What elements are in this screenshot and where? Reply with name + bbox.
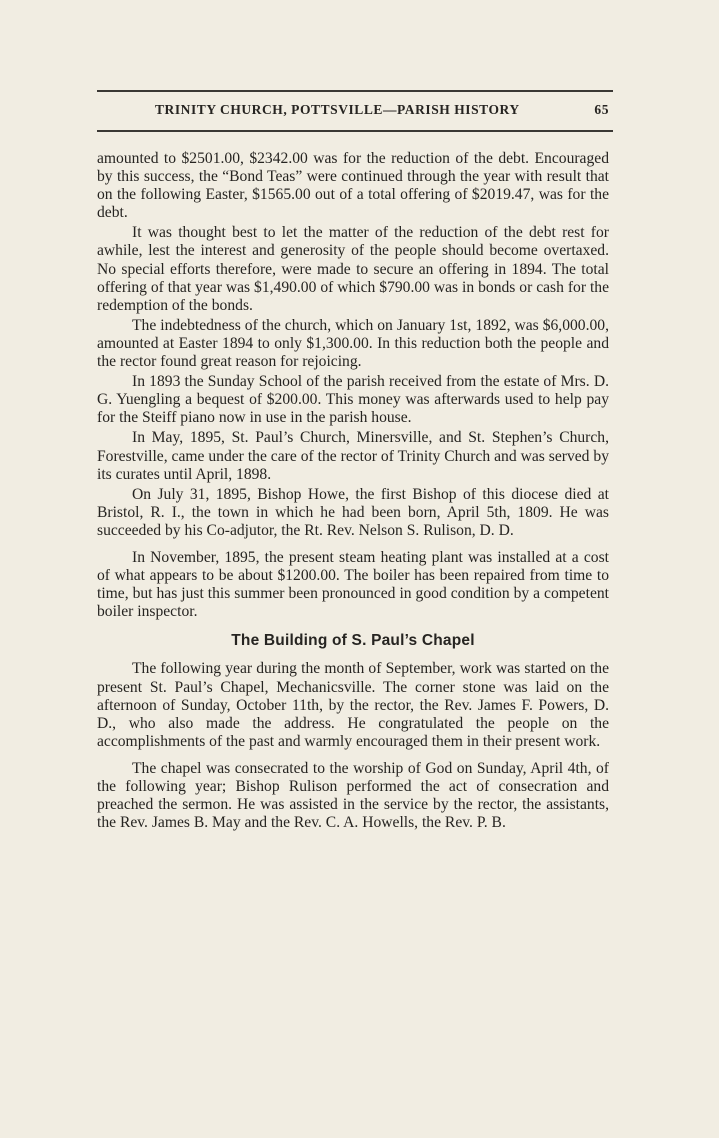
paragraph-3: The indebtedness of the church, which on January 1st, 1892, was $6,000.00, amounted at Easter 1894 to only $1,300.00. In this reduction both the people and the rector found great reason for rejoicing. [97,316,609,371]
paragraph-2: It was thought best to let the matter of the reduction of the debt rest for awhile, lest the interest and generosity of the people should become overtaxed. No special efforts therefore, were made to secure an offering in 1894. The total offering of that year was $1,490.00 of which $790.00 was in bonds or cash for the redemption of the bonds. [97,224,609,314]
paragraph-5: In May, 1895, St. Paul’s Church, Minersville, and St. Stephen’s Church, Forestville, came under the care of the rector of Trinity Church and was served by its curates until April, 1898. [97,429,609,483]
section-heading: The Building of S. Paul’s Chapel [231,632,475,650]
paragraph-8: The following year during the month of September, work was started on the present St. Paul’s Chapel, Mechanicsville. The corner stone was laid on the afternoon of Sunday, October 11th, by the rector, the Rev. James F. Powers, D. D., who also made the address. He congratulated the people on the accomplishments of the past and warmly encouraged them in their present work. [97,660,609,750]
paragraph-1: amounted to $2501.00, $2342.00 was for the reduction of the debt. Encouraged by this success, the “Bond Teas” were continued through the year with result that on the following Easter, $1565.00 out of a total offering of $2019.47, was for the debt. [97,150,609,222]
paragraph-6: On July 31, 1895, Bishop Howe, the first Bishop of this diocese died at Bristol, R. I., the town in which he had been born, April 5th, 1809. He was succeeded by his Co-adjutor, the Rt. Rev. Nelson S. Rulison, D. D. [97,485,609,539]
paragraph-4: In 1893 the Sunday School of the parish received from the estate of Mrs. D. G. Yuengling a bequest of $200.00. This money was afterwards used to help pay for the Steiff piano now in use in the parish house. [97,373,609,427]
header-top-rule [97,90,613,92]
paragraph-9: The chapel was consecrated to the worship of God on Sunday, April 4th, of the following year; Bishop Rulison performed the act of consecration and preached the sermon. He was assisted in the service by the rector, the assistants, the Rev. James B. May and the Rev. C. A. Howells, the Rev. P. B. [97,759,609,832]
page-number: 65 [594,102,609,117]
paragraph-7: In November, 1895, the present steam heating plant was installed at a cost of what appears to be about $1200.00. The boiler has been repaired from time to time, but has just this summer been pronounced in good condition by a competent boiler inspector. [97,548,609,621]
body-text [97,150,609,834]
header-bottom-rule [97,130,613,132]
running-title: TRINITY CHURCH, POTTSVILLE—PARISH HISTORY [155,102,520,117]
